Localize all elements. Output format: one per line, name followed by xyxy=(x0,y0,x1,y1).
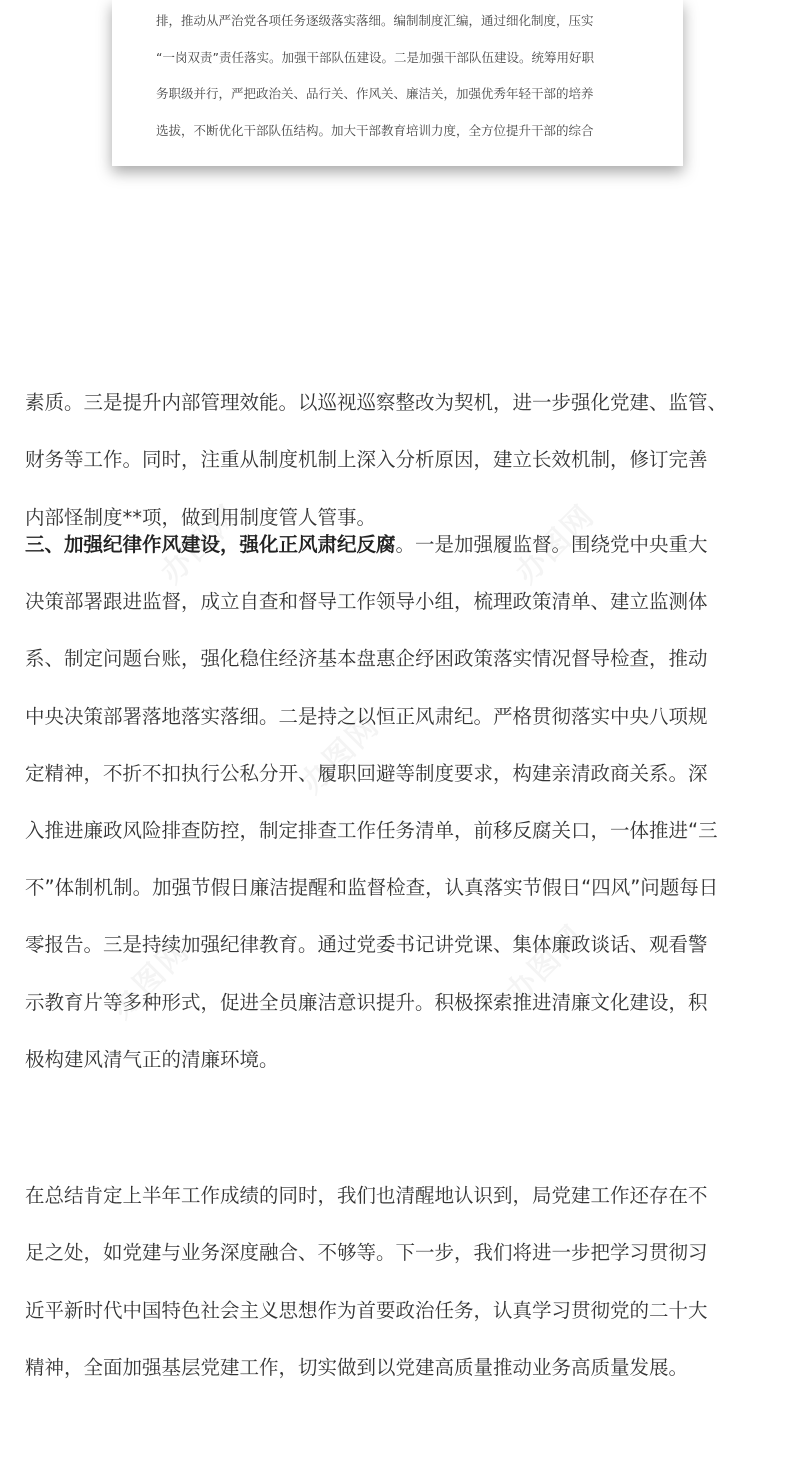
section-heading: 三、加强纪律作风建设，强化正风肃纪反腐 xyxy=(25,533,396,556)
paragraph-discipline xyxy=(25,516,777,1088)
paragraph-text: 在总结肯定上半年工作成绩的同时，我们也清醒地认识到，局党建工作还存在不 足之处，如党建与业务深度融合、不够等。下一步，我们将进一步把学习贯彻习 近平新时代中国特色社会主义思想作为首要政治任务，认真学习贯彻党的二十大 精神，全面加强基层党建工作，切实做到以党建高质量推动业务高质量发展。 xyxy=(25,1184,708,1379)
document-preview-card xyxy=(112,0,683,166)
paragraph-internal-management xyxy=(25,317,777,546)
card-text: 排，推动从严治党各项任务逐级落实落细。编制制度汇编，通过细化制度，压实 “一岗双责”责任落实。加强干部队伍建设。二是加强干部队伍建设。统筹用好职 务职级并行，严把政治关、品行关、作风关、廉洁关，加强优秀年轻干部的培养 选拔，不断优化干部队伍结构。加大干部教育培训力度，全方位提升干部的综合 xyxy=(156,13,594,138)
paragraph-text: 。一是加强履监督。围绕党中央重大 决策部署跟进监督，成立自查和督导工作领导小组，梳理政策清单、建立监测体 系、制定问题台账，强化稳住经济基本盘惠企纾困政策落实情况督导检查，推动 中央决策部署落地落实落细。二是持之以恒正风肃纪。严格贯彻落实中央八项规 定精神，不折不扣执行公私分开、履职回避等制度要求，构建亲清政商关系。深 入推进廉政风险排查防控，制定排查工作任务清单，前移反腐关口，一体推进“三 不”体制机制。加强节假日廉洁提醒和监督检查，认真落实节假日“四风”问题每日 零报告。三是持续加强纪律教育。通过党委书记讲党课、集体廉政谈话、观看警 示教育片等多种形式，促进全员廉洁意识提升。积极探索推进清廉文化建设，积 极构建风清气正的清廉环境。 xyxy=(25,533,719,1071)
paragraph-summary xyxy=(25,1110,777,1396)
paragraph-text: 素质。三是提升内部管理效能。以巡视巡察整改为契机，进一步强化党建、监管、 财务等工作。同时，注重从制度机制上深入分析原因，建立长效机制，修订完善 内部怪制度**项，做到用制度管人管事。 xyxy=(25,391,728,529)
